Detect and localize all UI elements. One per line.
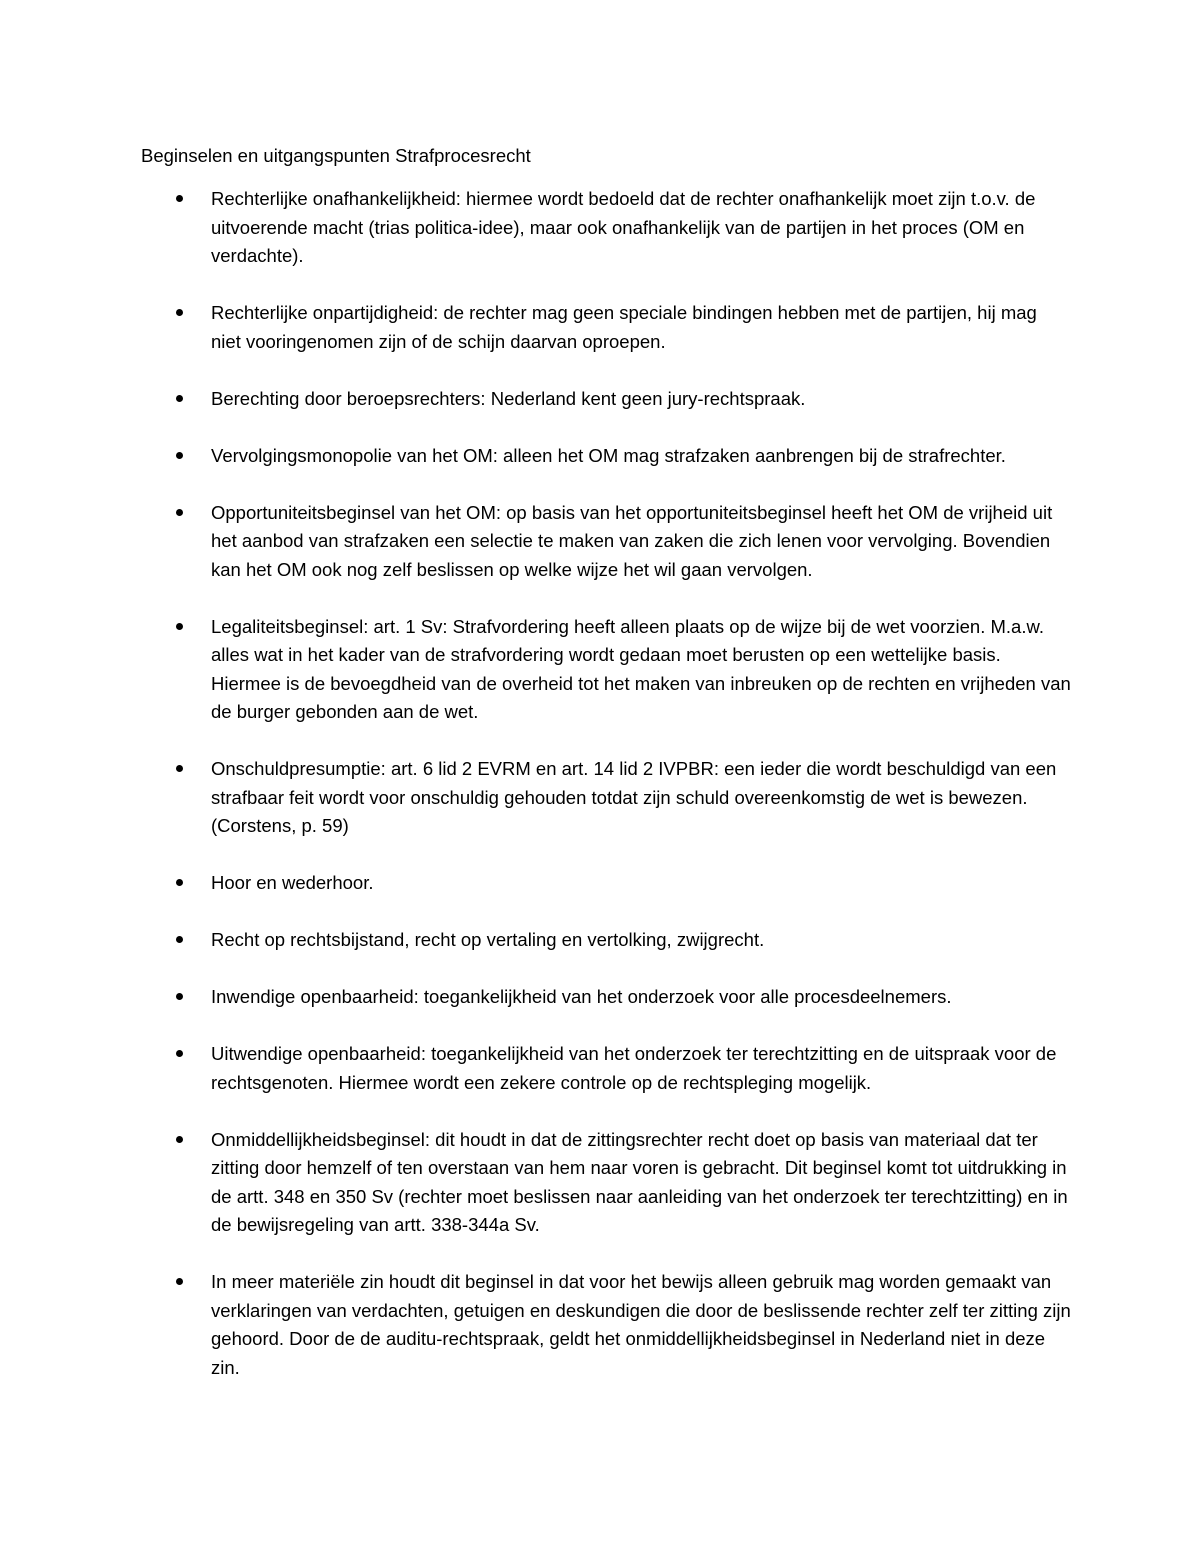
- list-item: [141, 1268, 1071, 1382]
- bullet-icon: [176, 395, 183, 402]
- list-item: [141, 926, 1071, 955]
- bullet-icon: [176, 936, 183, 943]
- bullet-icon: [176, 195, 183, 202]
- list-item-text: Rechterlijke onafhankelijkheid: hiermee wordt bedoeld dat de rechter onafhankelijk moet zijn t.o.v. de uitvoerende macht (trias politica-idee), maar ook onafhankelijk van de partijen in het proces (OM en verdachte).: [211, 188, 1036, 266]
- list-item: [141, 983, 1071, 1012]
- list-item: [141, 385, 1071, 414]
- list-item: [141, 869, 1071, 898]
- list-item-text: Vervolgingsmonopolie van het OM: alleen het OM mag strafzaken aanbrengen bij de strafrechter.: [211, 444, 1006, 466]
- bullet-icon: [176, 879, 183, 886]
- bullet-icon: [176, 993, 183, 1000]
- list-item-text: Uitwendige openbaarheid: toegankelijkheid van het onderzoek ter terechtzitting en de uitspraak voor de rechtsgenoten. Hiermee wordt een zekere controle op de rechtspleging mogelijk.: [211, 1043, 1057, 1093]
- principles-list: [141, 185, 1071, 1411]
- list-item-text: Opportuniteitsbeginsel van het OM: op basis van het opportuniteitsbeginsel heeft het OM de vrijheid uit het aanbod van strafzaken een selectie te maken van zaken die zich lenen voor vervolging. Bovendien kan het OM ook nog zelf beslissen op welke wijze het wil gaan vervolgen.: [211, 501, 1053, 580]
- list-item: [141, 442, 1071, 471]
- bullet-icon: [176, 309, 183, 316]
- list-item-text: Onschuldpresumptie: art. 6 lid 2 EVRM en art. 14 lid 2 IVPBR: een ieder die wordt beschuldigd van een strafbaar feit wordt voor onschuldig gehouden totdat zijn schuld overeenkomstig de wet is bewezen. (Corstens, p. 59): [211, 758, 1057, 836]
- bullet-icon: [176, 623, 183, 630]
- list-item-text: Onmiddellijkheidsbeginsel: dit houdt in dat de zittingsrechter recht doet op basis van materiaal dat ter zitting door hemzelf of ten overstaan van hem naar voren is gebracht. Dit beginsel komt tot uitdrukking in de artt. 348 en 350 Sv (rechter moet beslissen naar aanleiding van het onderzoek ter terechtzitting) en in de bewijsregeling van artt. 338-344a Sv.: [211, 1128, 1068, 1235]
- bullet-icon: [176, 1278, 183, 1285]
- list-item: [141, 1126, 1071, 1240]
- list-item-text: Inwendige openbaarheid: toegankelijkheid van het onderzoek voor alle procesdeelnemers.: [211, 986, 952, 1007]
- bullet-icon: [176, 452, 183, 459]
- bullet-icon: [176, 509, 183, 516]
- list-item: [141, 185, 1071, 271]
- list-item: [141, 1040, 1071, 1097]
- bullet-icon: [176, 1136, 183, 1143]
- list-item-text: Rechterlijke onpartijdigheid: de rechter mag geen speciale bindingen hebben met de partijen, hij mag niet vooringenomen zijn of de schijn daarvan oproepen.: [211, 302, 1037, 352]
- document-title: Beginselen en uitgangspunten Strafprocesrecht: [141, 145, 531, 166]
- list-item-text: In meer materiële zin houdt dit beginsel in dat voor het bewijs alleen gebruik mag worden gemaakt van verklaringen van verdachten, getuigen en deskundigen die door de beslissende rechter zelf ter zitting zijn gehoord. Door de de auditu-rechtspraak, geldt het onmiddellijkheidsbeginsel in Nederland niet in deze zin.: [211, 1271, 1071, 1378]
- list-item-text: Berechting door beroepsrechters: Nederland kent geen jury-rechtspraak.: [211, 387, 806, 409]
- bullet-icon: [176, 765, 183, 772]
- list-item: [141, 613, 1071, 727]
- list-item: [141, 499, 1071, 585]
- bullet-icon: [176, 1050, 183, 1057]
- list-item-text: Hoor en wederhoor.: [211, 872, 374, 893]
- list-item: [141, 755, 1071, 841]
- list-item-text: Recht op rechtsbijstand, recht op vertaling en vertolking, zwijgrecht.: [211, 929, 765, 950]
- list-item-text: Legaliteitsbeginsel: art. 1 Sv: Strafvordering heeft alleen plaats op de wijze bij de wet voorzien. M.a.w. alles wat in het kader van de strafvordering wordt gedaan moet berusten op een wettelijke basis. Hiermee is de bevoegdheid van de overheid tot het maken van inbreuken op de rechten en vrijheden van de burger gebonden aan de wet.: [211, 615, 1071, 722]
- list-item: [141, 299, 1071, 356]
